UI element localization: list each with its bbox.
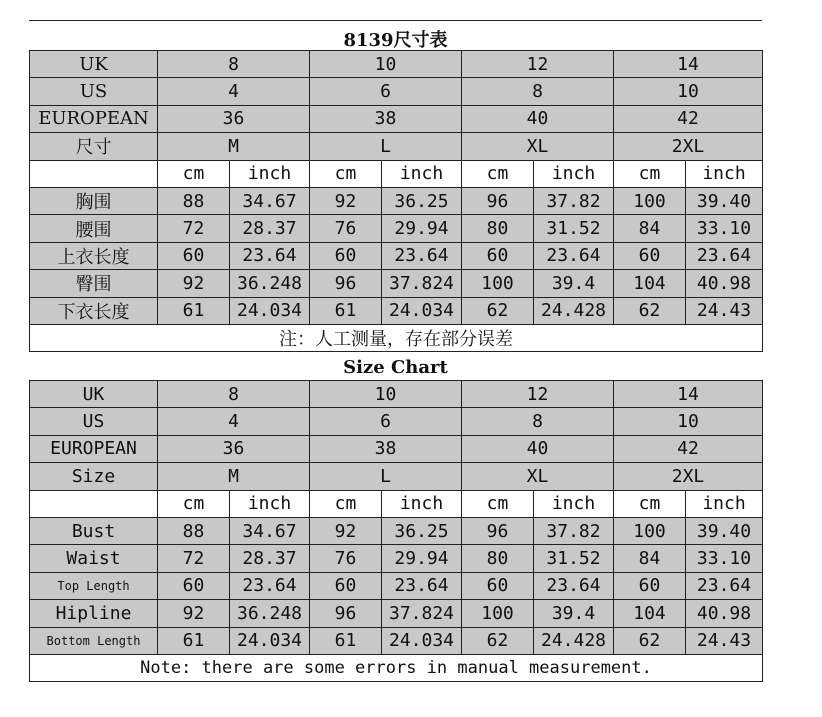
measure-cell: 104 — [614, 600, 686, 627]
measure-cell: 40.98 — [686, 270, 763, 297]
row-label: 下衣长度 — [30, 297, 158, 324]
unit-inch: inch — [534, 490, 614, 517]
measure-cell: 24.034 — [382, 627, 462, 654]
measure-cell: 60 — [462, 242, 534, 269]
table-row — [30, 242, 763, 269]
measure-cell: 24.43 — [686, 297, 763, 324]
table-row — [30, 463, 763, 490]
measure-cell: 37.82 — [534, 187, 614, 214]
measure-cell: 33.10 — [686, 215, 763, 242]
measure-cell: 100 — [462, 600, 534, 627]
row-label: 尺寸 — [30, 133, 158, 160]
size-cell: 42 — [614, 435, 763, 462]
measure-cell: 92 — [310, 187, 382, 214]
unit-inch: inch — [534, 160, 614, 187]
row-label: 臀围 — [30, 270, 158, 297]
measure-cell: 100 — [462, 270, 534, 297]
row-label: UK — [30, 51, 158, 78]
measure-cell: 104 — [614, 270, 686, 297]
measure-cell: 39.4 — [534, 600, 614, 627]
size-cell: 42 — [614, 105, 763, 132]
row-label: US — [30, 78, 158, 105]
measure-cell: 23.64 — [230, 572, 310, 599]
size-cell: 40 — [462, 105, 614, 132]
table-row — [30, 51, 763, 78]
unit-inch: inch — [382, 160, 462, 187]
measurement-note: 注：人工测量，存在部分误差 — [30, 324, 763, 351]
size-cell: 8 — [158, 381, 310, 408]
measure-cell: 23.64 — [534, 242, 614, 269]
size-cell: L — [310, 463, 462, 490]
measure-cell: 36.25 — [382, 517, 462, 544]
measure-cell: 31.52 — [534, 215, 614, 242]
measure-cell: 60 — [310, 572, 382, 599]
measure-cell: 96 — [310, 600, 382, 627]
measure-cell: 72 — [158, 545, 230, 572]
size-cell: 12 — [462, 381, 614, 408]
measure-cell: 84 — [614, 545, 686, 572]
size-cell: 36 — [158, 105, 310, 132]
measure-cell: 61 — [158, 627, 230, 654]
size-cell: 6 — [310, 78, 462, 105]
measure-cell: 100 — [614, 517, 686, 544]
measure-cell: 92 — [310, 517, 382, 544]
measure-cell: 37.824 — [382, 270, 462, 297]
measure-cell: 92 — [158, 270, 230, 297]
size-cell: XL — [462, 133, 614, 160]
size-cell: 10 — [614, 408, 763, 435]
size-cell: M — [158, 463, 310, 490]
size-cell: 10 — [614, 78, 763, 105]
measure-cell: 76 — [310, 545, 382, 572]
table-row — [30, 105, 763, 132]
size-cell: XL — [462, 463, 614, 490]
measure-cell: 23.64 — [382, 242, 462, 269]
unit-inch: inch — [382, 490, 462, 517]
table-row — [30, 187, 763, 214]
measure-cell: 31.52 — [534, 545, 614, 572]
measure-cell: 34.67 — [230, 187, 310, 214]
table-row — [30, 133, 763, 160]
measure-cell: 96 — [462, 517, 534, 544]
row-label: Bust — [30, 517, 158, 544]
measure-cell: 39.40 — [686, 517, 763, 544]
measure-cell: 80 — [462, 545, 534, 572]
size-cell: 4 — [158, 78, 310, 105]
size-cell: 8 — [462, 78, 614, 105]
unit-cm: cm — [614, 490, 686, 517]
measure-cell: 24.034 — [230, 627, 310, 654]
unit-cm: cm — [158, 160, 230, 187]
measure-cell: 23.64 — [230, 242, 310, 269]
size-cell: 2XL — [614, 463, 763, 490]
measure-cell: 62 — [614, 627, 686, 654]
measure-cell: 60 — [614, 242, 686, 269]
unit-inch: inch — [686, 490, 763, 517]
unit-cm: cm — [310, 490, 382, 517]
unit-row-blank — [30, 160, 158, 187]
measure-cell: 92 — [158, 600, 230, 627]
row-label: Size — [30, 463, 158, 490]
size-cell: 4 — [158, 408, 310, 435]
size-cell: 2XL — [614, 133, 763, 160]
measure-cell: 24.428 — [534, 297, 614, 324]
size-cell: 14 — [614, 381, 763, 408]
measure-cell: 40.98 — [686, 600, 763, 627]
row-label: US — [30, 408, 158, 435]
row-label: EUROPEAN — [30, 105, 158, 132]
unit-cm: cm — [462, 490, 534, 517]
size-cell: 8 — [158, 51, 310, 78]
measure-cell: 62 — [614, 297, 686, 324]
table-row — [30, 215, 763, 242]
row-label: Bottom Length — [30, 627, 158, 654]
measure-cell: 61 — [158, 297, 230, 324]
measure-cell: 29.94 — [382, 545, 462, 572]
unit-cm: cm — [158, 490, 230, 517]
table-row — [30, 435, 763, 462]
table-row — [30, 78, 763, 105]
measure-cell: 39.40 — [686, 187, 763, 214]
size-cell: 12 — [462, 51, 614, 78]
english-chart-title: Size Chart — [343, 357, 448, 378]
measure-cell: 28.37 — [230, 545, 310, 572]
unit-cm: cm — [462, 160, 534, 187]
measure-cell: 60 — [158, 242, 230, 269]
measure-cell: 39.4 — [534, 270, 614, 297]
row-label: EUROPEAN — [30, 435, 158, 462]
table-row — [30, 572, 763, 599]
measure-cell: 61 — [310, 297, 382, 324]
measure-cell: 33.10 — [686, 545, 763, 572]
measure-cell: 60 — [310, 242, 382, 269]
row-label: UK — [30, 381, 158, 408]
measure-cell: 60 — [614, 572, 686, 599]
measure-cell: 96 — [310, 270, 382, 297]
measure-cell: 96 — [462, 187, 534, 214]
unit-row — [30, 160, 763, 187]
size-cell: 10 — [310, 51, 462, 78]
measurement-note: Note: there are some errors in manual measurement. — [30, 654, 763, 681]
unit-inch: inch — [686, 160, 763, 187]
measure-cell: 88 — [158, 517, 230, 544]
measure-cell: 24.034 — [230, 297, 310, 324]
chinese-size-table — [29, 50, 763, 352]
measure-cell: 34.67 — [230, 517, 310, 544]
unit-row-blank — [30, 490, 158, 517]
measure-cell: 23.64 — [534, 572, 614, 599]
note-row — [30, 654, 763, 681]
size-cell: 8 — [462, 408, 614, 435]
measure-cell: 60 — [462, 572, 534, 599]
row-label: Top Length — [30, 572, 158, 599]
row-label: Hipline — [30, 600, 158, 627]
measure-cell: 28.37 — [230, 215, 310, 242]
size-cell: L — [310, 133, 462, 160]
unit-cm: cm — [614, 160, 686, 187]
measure-cell: 61 — [310, 627, 382, 654]
size-cell: 36 — [158, 435, 310, 462]
measure-cell: 88 — [158, 187, 230, 214]
measure-cell: 36.248 — [230, 600, 310, 627]
measure-cell: 36.25 — [382, 187, 462, 214]
chinese-chart-title: 8139尺寸表 — [343, 30, 448, 51]
table-row — [30, 600, 763, 627]
size-cell: 6 — [310, 408, 462, 435]
size-cell: 38 — [310, 105, 462, 132]
unit-row — [30, 490, 763, 517]
unit-inch: inch — [230, 490, 310, 517]
table-row — [30, 517, 763, 544]
measure-cell: 36.248 — [230, 270, 310, 297]
measure-cell: 24.428 — [534, 627, 614, 654]
measure-cell: 23.64 — [686, 572, 763, 599]
measure-cell: 84 — [614, 215, 686, 242]
measure-cell: 23.64 — [382, 572, 462, 599]
note-row — [30, 324, 763, 351]
measure-cell: 24.43 — [686, 627, 763, 654]
table-row — [30, 381, 763, 408]
measure-cell: 62 — [462, 627, 534, 654]
measure-cell: 72 — [158, 215, 230, 242]
row-label: 腰围 — [30, 215, 158, 242]
measure-cell: 80 — [462, 215, 534, 242]
english-size-table — [29, 380, 763, 682]
size-cell: 38 — [310, 435, 462, 462]
top-rule — [29, 20, 762, 21]
size-cell: 14 — [614, 51, 763, 78]
table-row — [30, 270, 763, 297]
table-row — [30, 408, 763, 435]
measure-cell: 29.94 — [382, 215, 462, 242]
measure-cell: 62 — [462, 297, 534, 324]
size-cell: 40 — [462, 435, 614, 462]
measure-cell: 60 — [158, 572, 230, 599]
measure-cell: 37.82 — [534, 517, 614, 544]
table-row — [30, 297, 763, 324]
measure-cell: 76 — [310, 215, 382, 242]
measure-cell: 37.824 — [382, 600, 462, 627]
row-label: 上衣长度 — [30, 242, 158, 269]
row-label: 胸围 — [30, 187, 158, 214]
measure-cell: 100 — [614, 187, 686, 214]
unit-inch: inch — [230, 160, 310, 187]
table-row — [30, 627, 763, 654]
size-cell: M — [158, 133, 310, 160]
measure-cell: 23.64 — [686, 242, 763, 269]
measure-cell: 24.034 — [382, 297, 462, 324]
size-cell: 10 — [310, 381, 462, 408]
row-label: Waist — [30, 545, 158, 572]
unit-cm: cm — [310, 160, 382, 187]
table-row — [30, 545, 763, 572]
